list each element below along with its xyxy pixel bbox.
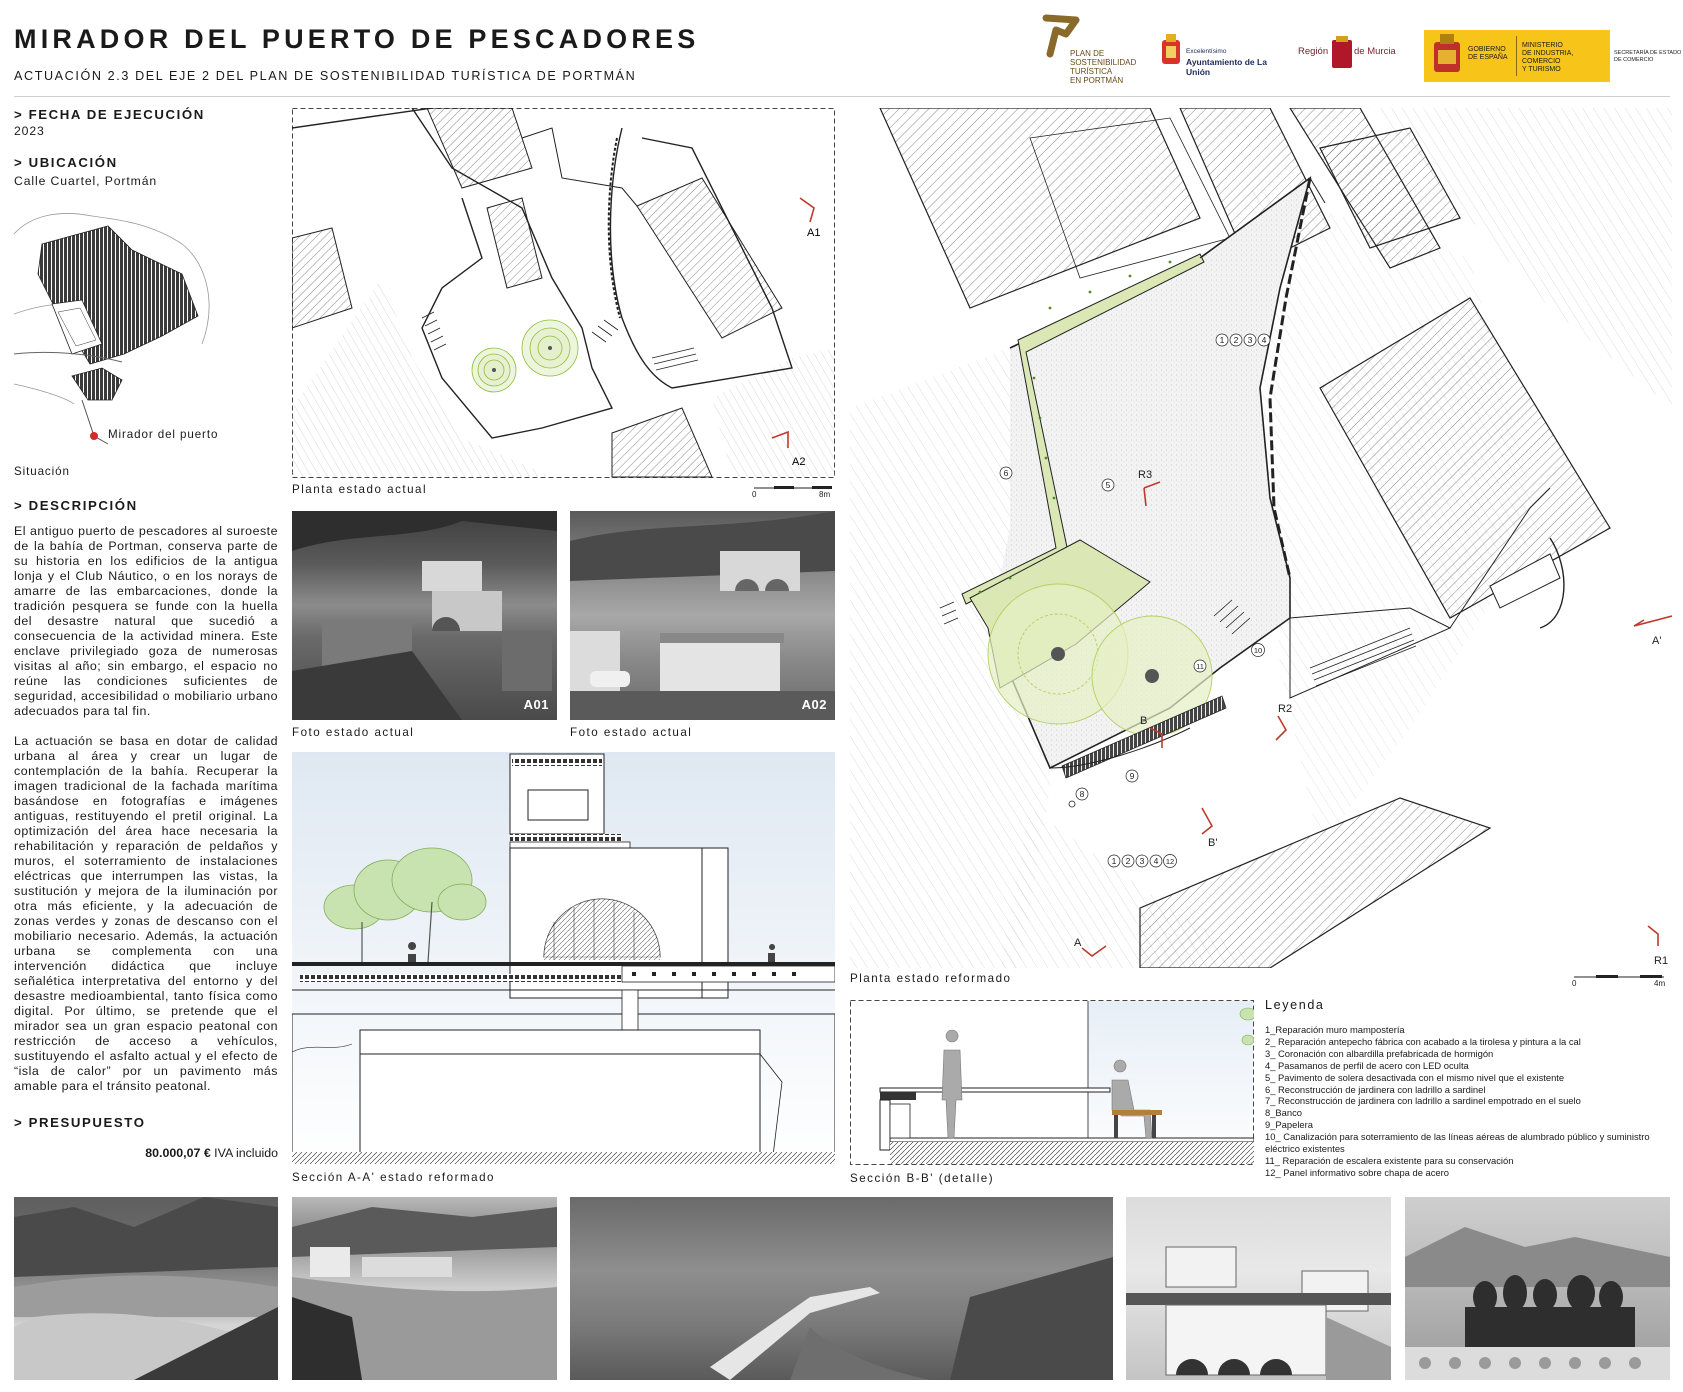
- plan-logo-line: EN PORTMÁN: [1070, 76, 1124, 85]
- label-aprime: A': [1652, 635, 1662, 647]
- region-right: de Murcia: [1354, 46, 1396, 57]
- fecha-value: 2023: [14, 124, 45, 138]
- ubicacion-value: Calle Cuartel, Portmán: [14, 174, 158, 188]
- page-subtitle: ACTUACIÓN 2.3 DEL EJE 2 DEL PLAN DE SOSTENIBILIDAD TURÍSTICA DE PORTMÁN: [14, 69, 637, 83]
- secretaria-logo: [1614, 50, 1681, 63]
- mark-r2-icon: [1276, 716, 1286, 740]
- budget-value: 80.000,07 €: [145, 1146, 211, 1160]
- historic-photo-4: [1126, 1197, 1391, 1380]
- label-b: B: [1140, 715, 1148, 727]
- legend-item: 10_ Canalización para soterramiento de las líneas aéreas de alumbrado público y suministro eléctrico existentes: [1265, 1131, 1650, 1155]
- marker-3-top: 3: [1247, 335, 1253, 345]
- label-a: A: [1074, 937, 1082, 949]
- legend-item: 4_ Pasamanos de perfil de acero con LED oculta: [1265, 1059, 1469, 1071]
- marker-10: 10: [1253, 646, 1263, 655]
- map-label: Mirador del puerto: [108, 428, 219, 441]
- descripcion-heading: > DESCRIPCIÓN: [14, 498, 138, 513]
- secretary-line: SECRETARÍA DE ESTADO: [1614, 50, 1682, 56]
- marker-4-top: 4: [1261, 335, 1267, 345]
- photo-a01-caption: Foto estado actual: [292, 726, 415, 739]
- plan-logo-line: PLAN DE: [1070, 49, 1105, 58]
- label-r2: R2: [1278, 703, 1293, 715]
- legend-item: 8_Banco: [1265, 1107, 1303, 1119]
- mark-bprime-icon: [1202, 808, 1212, 834]
- section-aa-caption: Sección A-A' estado reformado: [292, 1171, 495, 1184]
- marker-8: 8: [1079, 789, 1085, 799]
- gov-line: GOBIERNO: [1468, 46, 1506, 53]
- murcia-shield-icon: [1332, 36, 1352, 72]
- scale-end-reformado: 4m: [1654, 979, 1666, 988]
- region-murcia-logo: [1298, 40, 1398, 80]
- mark-r1-icon: [1648, 926, 1658, 946]
- legend-item: 5_ Pavimento de solera desactivada con el mismo nivel que el existente: [1265, 1071, 1565, 1083]
- photo-a02: [570, 511, 835, 720]
- ayuntamiento-logo: [1160, 34, 1280, 77]
- legend-item: 12_ Panel informativo sobre chapa de acero: [1265, 1166, 1449, 1178]
- scale-end-actual: 8m: [819, 490, 831, 499]
- label-r3: R3: [1138, 469, 1153, 481]
- legend-item: 3_ Coronación con albardilla prefabricada de hormigón: [1265, 1047, 1494, 1059]
- plan-logo-line: TURÍSTICA: [1070, 67, 1113, 76]
- plan-actual-drawing: [292, 108, 835, 478]
- plan-actual-caption: Planta estado actual: [292, 483, 428, 496]
- scale-start-actual: 0: [752, 490, 757, 499]
- historic-photo-2: [292, 1197, 557, 1380]
- location-marker-icon: [90, 432, 98, 440]
- plan-logo-line: SOSTENIBILIDAD: [1070, 58, 1137, 67]
- coat-of-arms-icon: [1160, 34, 1182, 70]
- marker-6: 6: [1003, 468, 1009, 478]
- legend-item: 7_ Reconstrucción de jardinera con ladrillo a sardinel empotrado en el suelo: [1265, 1095, 1581, 1107]
- budget-suffix: IVA incluido: [210, 1146, 278, 1160]
- plan-actual-a1: A1: [807, 227, 821, 239]
- situacion-label: Situación: [14, 465, 70, 478]
- legend-title: Leyenda: [1265, 998, 1325, 1012]
- ayto-small: Excelentísimo: [1186, 48, 1227, 55]
- region-left: Región: [1298, 46, 1329, 57]
- section-aa-drawing: [292, 752, 835, 1164]
- plan-sostenibilidad-logo: [1036, 14, 1136, 84]
- legend-item: 2_ Reparación antepecho fábrica con acabado a la tirolesa y pintura a la cal: [1265, 1035, 1581, 1047]
- marker-11: 11: [1196, 662, 1204, 671]
- historic-photo-3: [570, 1197, 1113, 1380]
- mark-aprime-icon: [1634, 616, 1672, 626]
- label-r1: R1: [1654, 955, 1669, 967]
- marker-4-bottom: 4: [1153, 856, 1159, 866]
- scale-start-reformado: 0: [1572, 979, 1577, 988]
- photo-a02-tag: A02: [801, 697, 827, 712]
- marker-3-bottom: 3: [1139, 856, 1145, 866]
- historic-photo-1: [14, 1197, 278, 1380]
- ayto-name: Ayuntamiento de La Unión: [1186, 57, 1267, 77]
- secretary-line: DE COMERCIO: [1614, 56, 1654, 63]
- section-bb-caption: Sección B-B' (detalle): [850, 1172, 995, 1185]
- plan-actual-a2: A2: [792, 456, 806, 468]
- spain-coat-of-arms-icon: [1430, 34, 1464, 78]
- photo-a01: [292, 511, 557, 720]
- photo-a02-caption: Foto estado actual: [570, 726, 693, 739]
- fecha-heading: > FECHA DE EJECUCIÓN: [14, 107, 205, 122]
- budget-line: [14, 1146, 278, 1160]
- marker-2-bottom: 2: [1125, 856, 1131, 866]
- plan-reformado-caption: Planta estado reformado: [850, 972, 1012, 985]
- historic-photo-5: [1405, 1197, 1670, 1380]
- ministry-line: MINISTERIO: [1522, 42, 1563, 49]
- photo-a01-tag: A01: [523, 697, 549, 712]
- ministry-line: Y TURISMO: [1522, 66, 1561, 73]
- marker-12: 12: [1165, 857, 1175, 866]
- legend-item: 9_Papelera: [1265, 1119, 1313, 1131]
- location-map: [12, 204, 244, 462]
- marker-2-top: 2: [1233, 335, 1239, 345]
- legend-list: [1265, 1024, 1671, 1179]
- label-bprime: B': [1208, 837, 1218, 849]
- section-bb-drawing: [850, 1000, 1254, 1165]
- marker-1-bottom: 1: [1111, 856, 1117, 866]
- page-title: MIRADOR DEL PUERTO DE PESCADORES: [14, 24, 700, 54]
- description-text: [14, 524, 278, 1109]
- description-paragraph-1: El antiguo puerto de pescadores al suroeste de la bahía de Portman, conserva parte de su historia en los edificios de la antigua lonja y el Club Náutico, o en los norays de amarre de las embarcaciones, donde la tradición pesquera se funde con la huella del desastre natural que sucedió a consecuencia de la actividad minera. Este enclave privilegiado goza de numerosas visitas al año; sin embargo, el espacio no reúne las condiciones suficientes de seguridad, accesibilidad o mobiliario urbano adecuados para tal fin.: [14, 524, 278, 718]
- marker-1-top: 1: [1219, 335, 1225, 345]
- ministry-line: DE INDUSTRIA, COMERCIO: [1522, 50, 1574, 65]
- gobierno-espana-logo: [1424, 30, 1610, 82]
- section-mark-a1-icon: [800, 198, 814, 222]
- header-divider: [14, 96, 1670, 97]
- legend-item: 1_Reparación muro mampostería: [1265, 1024, 1405, 1035]
- legend-item: 11_ Reparación de escalera existente para su conservación: [1265, 1154, 1514, 1166]
- ubicacion-heading: > UBICACIÓN: [14, 155, 118, 170]
- presupuesto-heading: > PRESUPUESTO: [14, 1115, 146, 1130]
- marker-5: 5: [1105, 480, 1111, 490]
- marker-9: 9: [1129, 771, 1135, 781]
- legend-item: 6_ Reconstrucción de jardinera con ladrillo a sardinel: [1265, 1083, 1486, 1095]
- description-paragraph-2: La actuación se basa en dotar de calidad urbana al área y crear un lugar de contemplación de la bahía. Recuperar la imagen tradicional de la fachada marítima basándose en fotografías e imágenes antiguas, restituyendo el pretil original. La optimización del área hace necesaria la rehabilitación y reparación de peldaños y muros, el soterramiento de instalaciones eléctricas que interrumpen las vistas, la sustitución y mejora de la iluminación por otra más eficiente, y la adecuación de zonas verdes y zonas de descanso con el mobiliario necesario. Además, la actuación urbana se complementa con una intervención didáctica que incluye señalética interpretativa del entorno y del desastre medioambiental, tanto física como digital. Por último, se pretende que el mirador sea un gran espacio peatonal con restricción de acceso a vehículos, sustituyendo el asfalto actual y el efecto de “isla de calor” por un pavimento más amable para el tránsito peatonal.: [14, 734, 278, 1093]
- gov-line: DE ESPAÑA: [1468, 54, 1508, 61]
- plan-reformado-drawing: [850, 108, 1672, 968]
